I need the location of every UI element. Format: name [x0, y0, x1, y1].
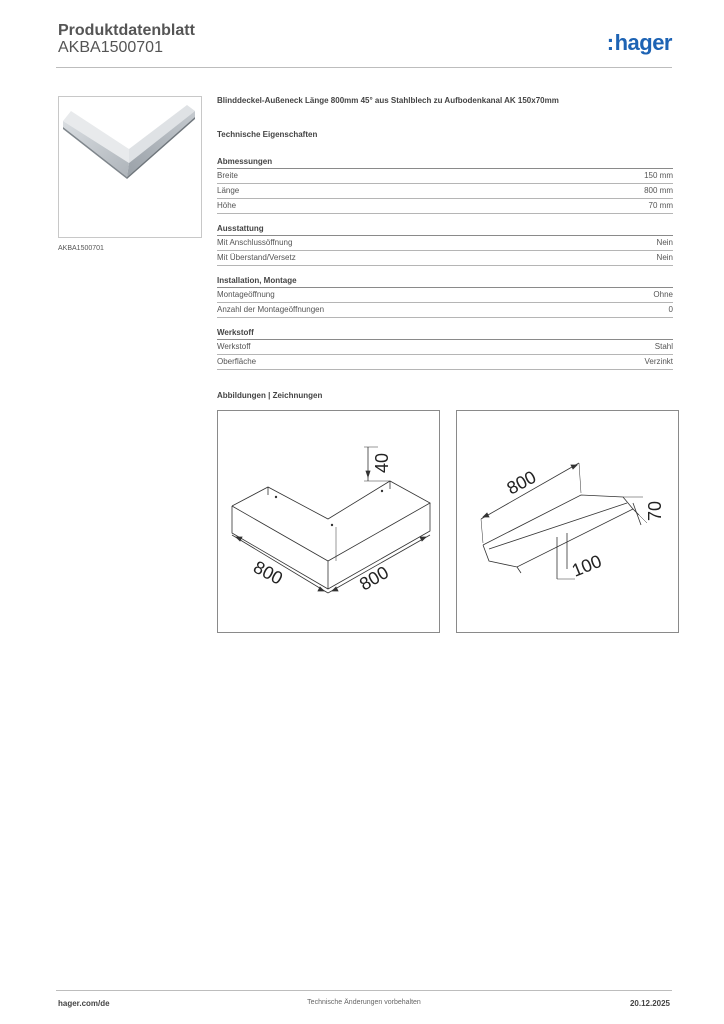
- spec-row: [217, 303, 673, 318]
- spec-value: 0: [668, 305, 673, 314]
- spec-label: Höhe: [217, 201, 237, 210]
- spec-value: 800 mm: [644, 186, 673, 195]
- spec-label: Anzahl der Montageöffnungen: [217, 305, 325, 314]
- section-title: Abmessungen: [217, 156, 673, 169]
- spec-section: [217, 327, 673, 370]
- corner-cover-image: [59, 97, 201, 237]
- spec-row: [217, 251, 673, 266]
- spec-label: Mit Überstand/Versetz: [217, 253, 296, 262]
- spec-section: [217, 223, 673, 266]
- cover-outline: [483, 495, 633, 567]
- spec-label: Werkstoff: [217, 342, 251, 351]
- disclaimer: Technische Änderungen vorbehalten: [307, 999, 421, 1006]
- product-photo: [58, 96, 202, 238]
- image-caption: AKBA1500701: [58, 245, 104, 252]
- dim-height-label: 40: [372, 452, 392, 473]
- spec-label: Oberfläche: [217, 357, 257, 366]
- spec-row: [217, 184, 673, 199]
- document-date: 20.12.2025: [629, 999, 670, 1008]
- spec-value: Stahl: [654, 342, 673, 351]
- spec-row: [217, 355, 673, 370]
- section-title: Installation, Montage: [217, 275, 673, 288]
- page-header: [56, 20, 672, 68]
- document-title: Produktdatenblatt: [58, 22, 195, 39]
- spec-row: [217, 340, 673, 355]
- spec-row: [217, 288, 673, 303]
- spec-label: Mit Anschlussöffnung: [217, 238, 293, 247]
- drawings-heading: Abbildungen | Zeichnungen: [217, 391, 323, 400]
- specifications: [217, 96, 673, 379]
- section-title: Werkstoff: [217, 327, 673, 340]
- spec-value: 70 mm: [648, 201, 673, 210]
- technical-properties-heading: Technische Eigenschaften: [217, 130, 318, 139]
- dim-height-label: 70: [645, 500, 665, 521]
- dim-width-label: 100: [569, 550, 605, 581]
- spec-value: Ohne: [653, 290, 673, 299]
- spec-label: Länge: [217, 186, 240, 195]
- dim-right-label: 800: [356, 562, 393, 595]
- spec-row: [217, 236, 673, 251]
- spec-section: [217, 275, 673, 318]
- drawing-straight: [456, 410, 679, 633]
- dim-length-label: 800: [503, 466, 540, 499]
- section-title: Ausstattung: [217, 223, 673, 236]
- spec-row: [217, 199, 673, 214]
- hager-logo: [607, 30, 672, 56]
- website-link[interactable]: hager.com/de: [58, 999, 110, 1008]
- spec-sections: [217, 156, 673, 370]
- spec-label: Breite: [217, 171, 238, 180]
- corner-outline: [232, 481, 430, 561]
- drawing-corner: [217, 410, 440, 633]
- spec-value: 150 mm: [644, 171, 673, 180]
- spec-label: Montageöffnung: [217, 290, 275, 299]
- logo-dots-icon: :: [606, 30, 614, 55]
- spec-section: [217, 156, 673, 214]
- page-footer: [56, 990, 672, 1016]
- logo-text: hager: [614, 30, 672, 55]
- spec-value: Nein: [656, 253, 673, 262]
- spec-value: Nein: [656, 238, 673, 247]
- product-code: AKBA1500701: [58, 39, 163, 56]
- spec-row: [217, 169, 673, 184]
- product-description: Blinddeckel-Außeneck Länge 800mm 45° aus Stahlblech zu Aufbodenkanal AK 150x70mm: [217, 96, 559, 105]
- spec-value: Verzinkt: [644, 357, 673, 366]
- dim-left-label: 800: [250, 556, 287, 589]
